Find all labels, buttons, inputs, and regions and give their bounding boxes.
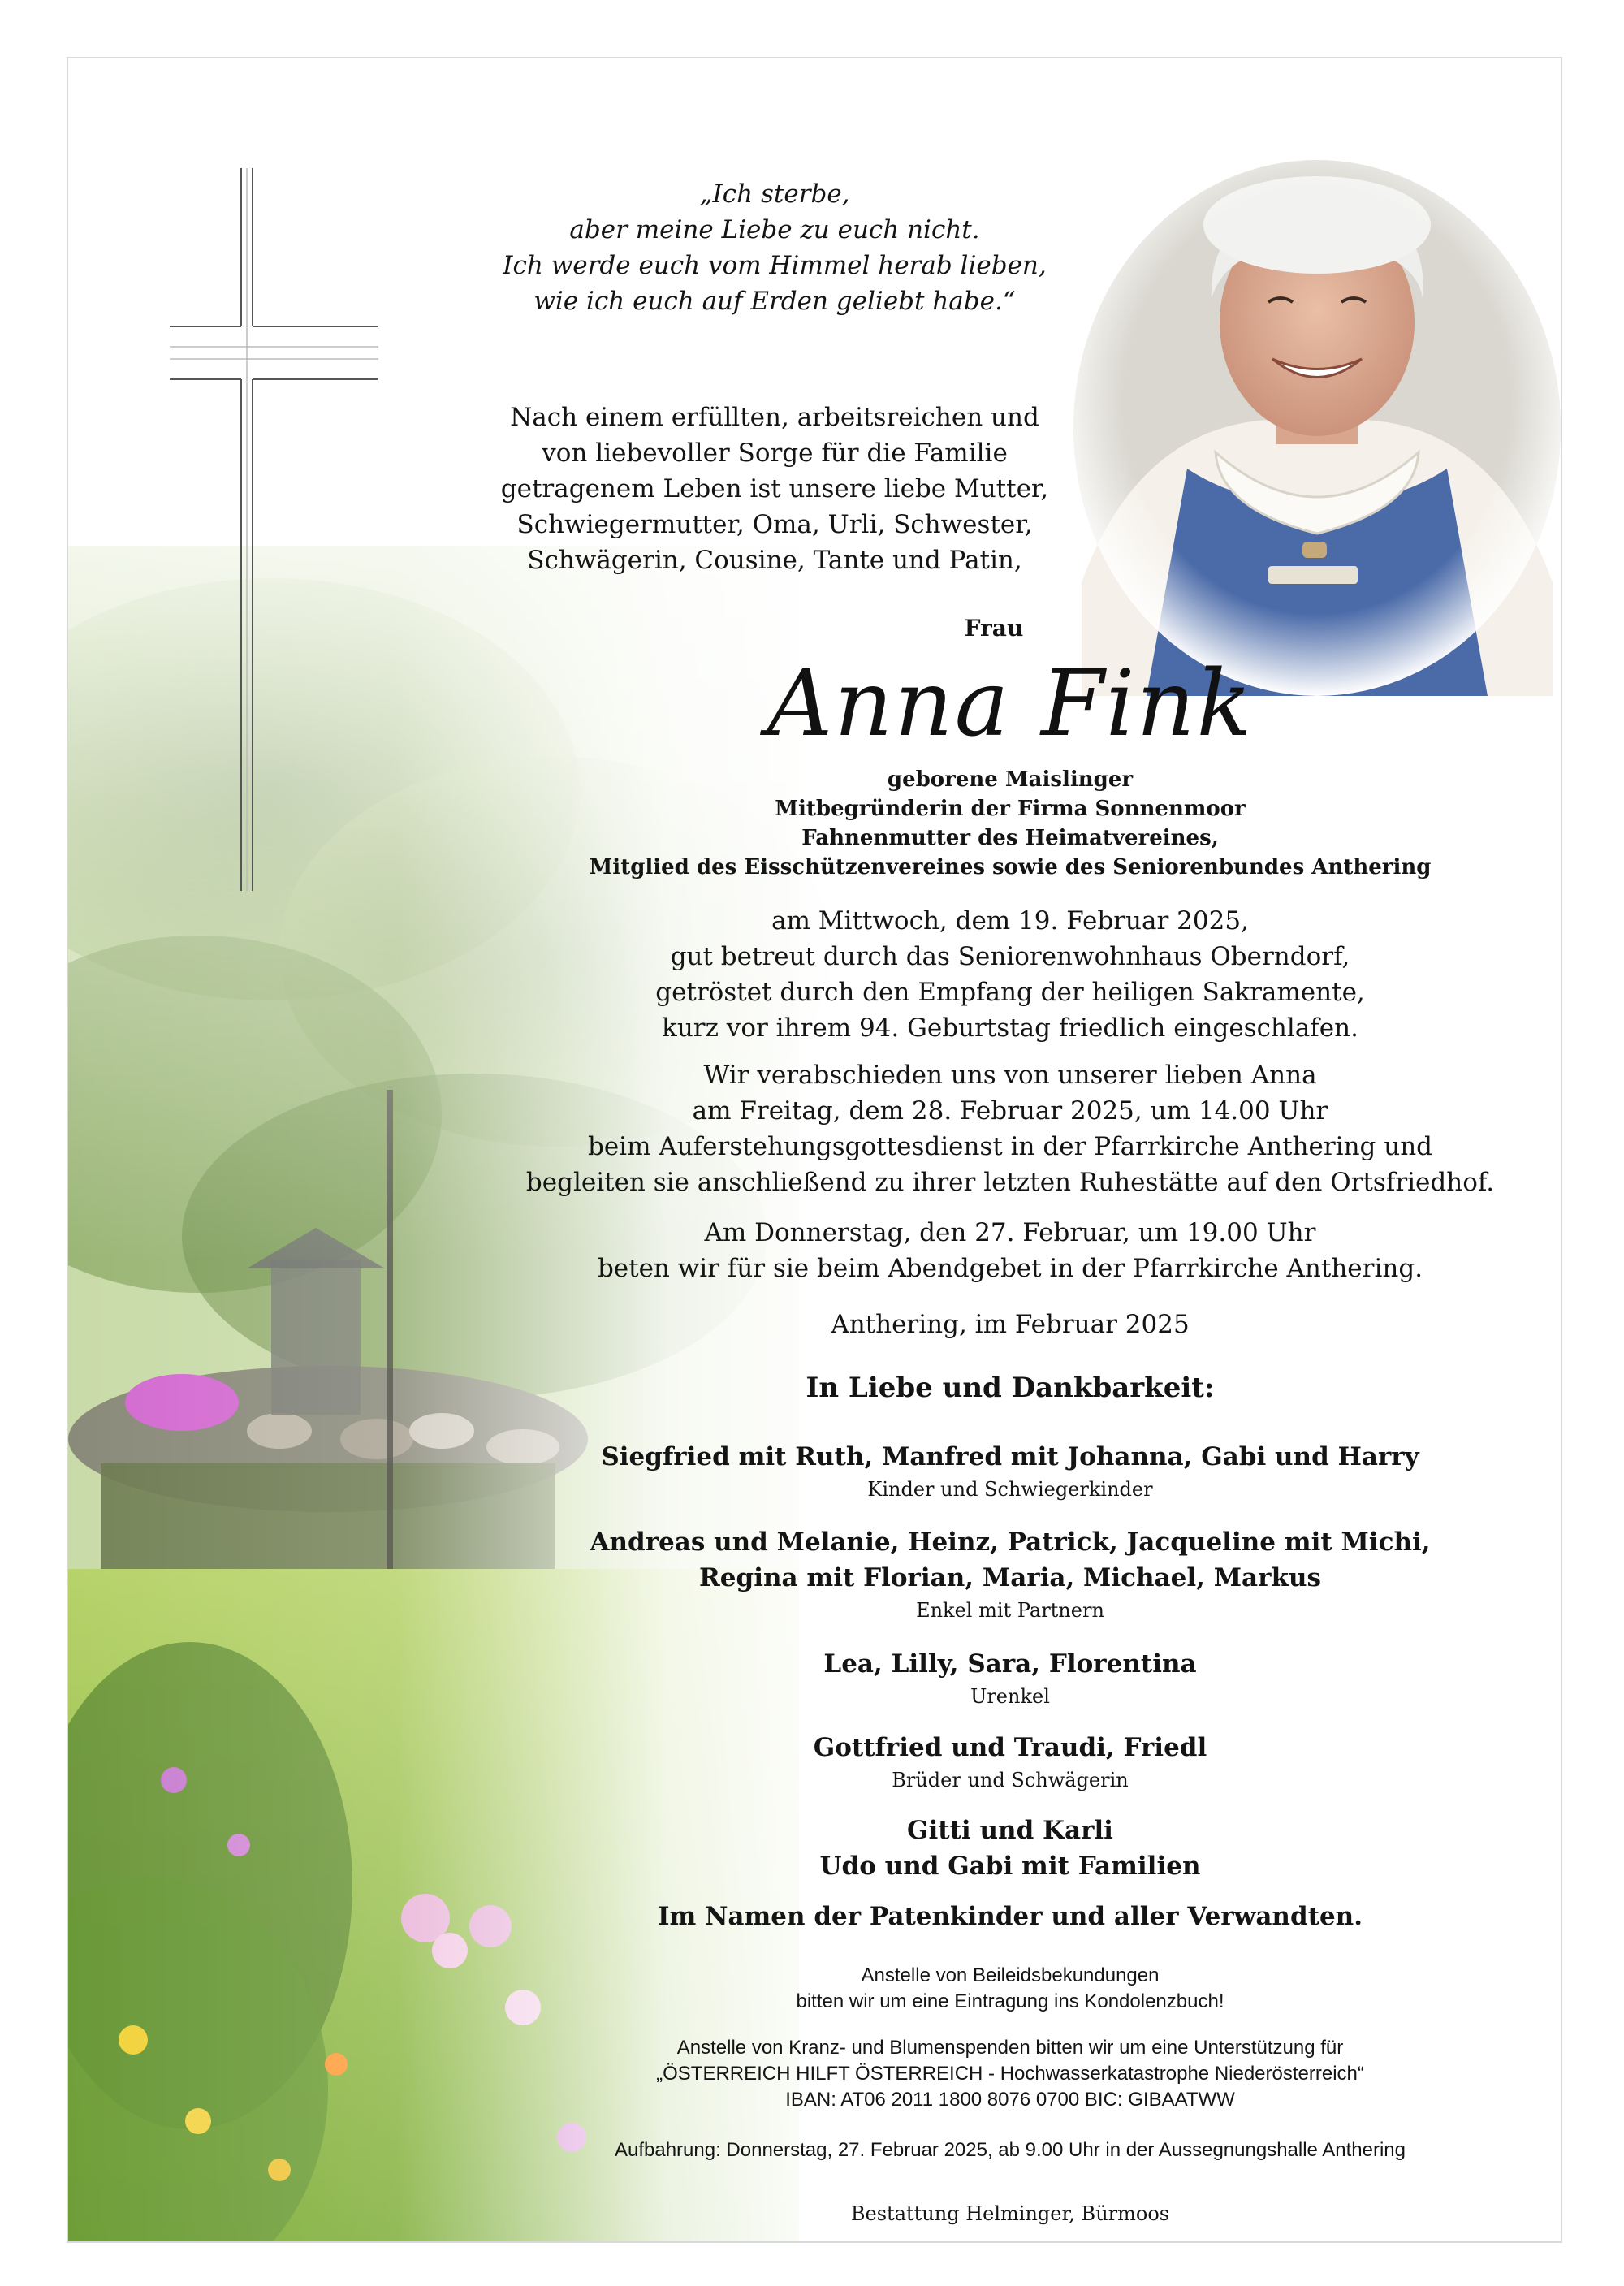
role-line: geborene Maislinger bbox=[887, 767, 1134, 792]
funeral-paragraph bbox=[458, 1057, 1562, 1200]
funeral-line: beim Auferstehungsgottesdienst in der Pfarrkirche Anthering und bbox=[587, 1132, 1433, 1161]
note-line: IBAN: AT06 2011 1800 8076 0700 BIC: GIBAATWW bbox=[785, 2089, 1235, 2111]
cross-icon bbox=[68, 58, 393, 952]
mourner-names: Gottfried und Traudi, Friedl bbox=[813, 1733, 1207, 1762]
mourner-group bbox=[458, 1730, 1562, 1793]
death-line: kurz vor ihrem 94. Geburtstag friedlich eingeschlafen. bbox=[662, 1013, 1358, 1043]
death-paragraph bbox=[458, 903, 1562, 1046]
note-line: „ÖSTERREICH HILFT ÖSTERREICH - Hochwasserkatastrophe Niederösterreich“ bbox=[656, 2063, 1364, 2085]
funeral-line: begleiten sie anschließend zu ihrer letzten Ruhestätte auf den Ortsfriedhof. bbox=[525, 1168, 1495, 1197]
condolence-note bbox=[458, 1963, 1562, 2015]
role-line: Fahnenmutter des Heimatvereines, bbox=[801, 826, 1219, 850]
mourner-relation: Enkel mit Partnern bbox=[916, 1599, 1104, 1622]
funeral-line: Wir verabschieden uns von unserer lieben Anna bbox=[703, 1061, 1317, 1090]
mourner-relation: Brüder und Schwägerin bbox=[892, 1769, 1129, 1791]
mourner-group bbox=[458, 1813, 1562, 1884]
mourner-names: Lea, Lilly, Sara, Florentina bbox=[823, 1649, 1197, 1679]
salutation: Frau bbox=[964, 615, 1024, 642]
mourner-names: Regina mit Florian, Maria, Michael, Markus bbox=[699, 1563, 1321, 1592]
mourner-group bbox=[458, 1439, 1562, 1502]
role-line: Mitglied des Eisschützenvereines sowie des Seniorenbundes Anthering bbox=[589, 855, 1432, 879]
quote-line: „Ich sterbe, bbox=[699, 179, 850, 209]
quote-line: Ich werde euch vom Himmel herab lieben, bbox=[503, 251, 1047, 280]
note-line: bitten wir um eine Eintragung ins Kondolenzbuch! bbox=[796, 1990, 1224, 2012]
prayer-line: Am Donnerstag, den 27. Februar, um 19.00 Uhr bbox=[704, 1218, 1316, 1247]
intro-line: von liebevoller Sorge für die Familie bbox=[542, 439, 1008, 468]
roles-list bbox=[523, 765, 1497, 882]
mourner-names: Udo und Gabi mit Familien bbox=[819, 1852, 1201, 1881]
mourner-names: Gitti und Karli bbox=[907, 1816, 1113, 1845]
funeral-line: am Freitag, dem 28. Februar 2025, um 14.00 Uhr bbox=[692, 1096, 1328, 1126]
mourner-group bbox=[458, 1646, 1562, 1709]
death-line: getröstet durch den Empfang der heiligen Sakramente, bbox=[655, 978, 1365, 1007]
intro-line: Nach einem erfüllten, arbeitsreichen und bbox=[510, 403, 1039, 432]
place-date: Anthering, im Februar 2025 bbox=[831, 1310, 1190, 1339]
donation-note bbox=[425, 2035, 1562, 2113]
deceased-name: Anna Fink bbox=[767, 651, 1254, 757]
mourner-relation: Kinder und Schwiegerkinder bbox=[867, 1478, 1153, 1501]
note-line: Anstelle von Kranz- und Blumenspenden bitten wir um eine Unterstützung für bbox=[676, 2037, 1344, 2059]
death-line: gut betreut durch das Seniorenwohnhaus Oberndorf, bbox=[670, 942, 1350, 971]
quote-line: aber meine Liebe zu euch nicht. bbox=[569, 215, 980, 244]
role-line: Mitbegründerin der Firma Sonnenmoor bbox=[775, 797, 1246, 821]
intro-paragraph bbox=[490, 400, 1059, 578]
portrait-photo bbox=[1073, 160, 1561, 696]
intro-line: Schwägerin, Cousine, Tante und Patin, bbox=[527, 546, 1022, 575]
thanks-heading: In Liebe und Dankbarkeit: bbox=[806, 1372, 1215, 1404]
obituary-card bbox=[67, 57, 1562, 2243]
death-line: am Mittwoch, dem 19. Februar 2025, bbox=[771, 906, 1249, 936]
prayer-paragraph bbox=[458, 1215, 1562, 1286]
intro-line: Schwiegermutter, Oma, Urli, Schwester, bbox=[516, 510, 1033, 539]
viewing-note: Aufbahrung: Donnerstag, 27. Februar 2025, ab 9.00 Uhr in der Aussegnungshalle Anthering bbox=[614, 2139, 1406, 2161]
mourner-group bbox=[458, 1524, 1562, 1623]
final-line: Im Namen der Patenkinder und aller Verwandten. bbox=[657, 1902, 1363, 1931]
opening-quote bbox=[490, 176, 1059, 319]
mourner-names: Siegfried mit Ruth, Manfred mit Johanna, Gabi und Harry bbox=[601, 1442, 1419, 1471]
undertaker: Bestattung Helminger, Bürmoos bbox=[850, 2202, 1170, 2225]
intro-line: getragenem Leben ist unsere liebe Mutter, bbox=[500, 474, 1049, 503]
note-line: Anstelle von Beileidsbekundungen bbox=[861, 1964, 1160, 1986]
quote-line: wie ich euch auf Erden geliebt habe.“ bbox=[533, 287, 1016, 316]
mourner-relation: Urenkel bbox=[970, 1685, 1050, 1708]
prayer-line: beten wir für sie beim Abendgebet in der Pfarrkirche Anthering. bbox=[597, 1254, 1423, 1283]
mourner-names: Andreas und Melanie, Heinz, Patrick, Jacqueline mit Michi, bbox=[590, 1528, 1431, 1557]
